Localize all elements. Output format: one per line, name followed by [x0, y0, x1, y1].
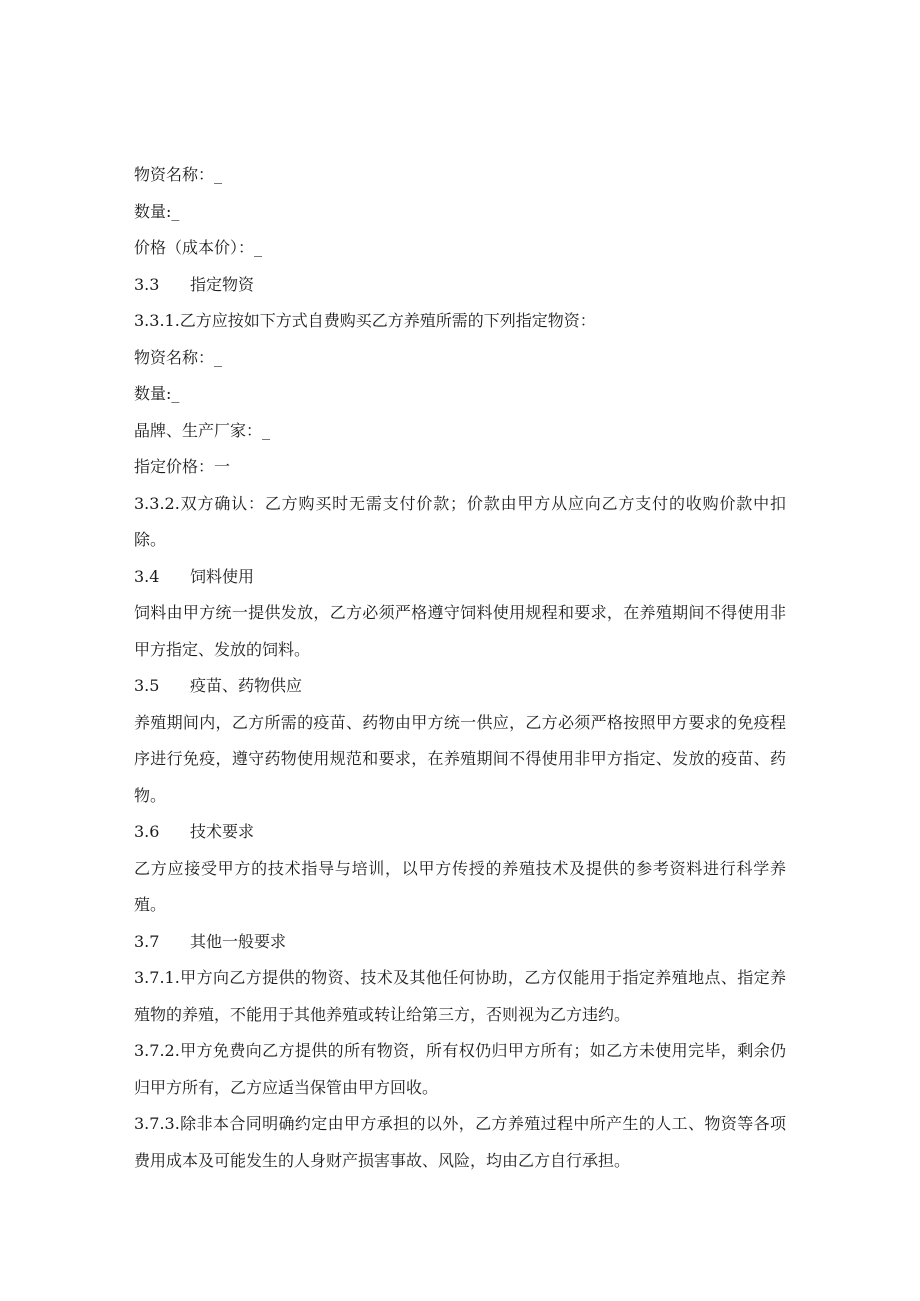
section-title: 技术要求	[190, 822, 255, 841]
section-number: 3.7	[134, 931, 160, 951]
section-3-4-heading	[134, 559, 786, 596]
item-name-line-2: 物资名称：_	[134, 347, 223, 367]
section-3-6-heading	[134, 814, 786, 851]
section-title: 指定物资	[190, 274, 255, 294]
clause-3-7-1: 3.7.1.甲方向乙方提供的物资、技术及其他任何协助，乙方仅能用于指定养殖地点、指定养殖物的养殖，不能用于其他养殖或转让给第三方，否则视为乙方违约。	[134, 968, 786, 1024]
quantity-line-1: 数量:_	[134, 201, 180, 221]
designated-price-line: 指定价格：一	[134, 457, 231, 476]
section-3-4-body: 饲料由甲方统一提供发放，乙方必须严格遵守饲料使用规程和要求，在养殖期间不得使用非甲方指定、发放的饲料。	[134, 603, 786, 659]
section-number: 3.4	[134, 566, 160, 586]
section-3-5-heading	[134, 668, 786, 705]
section-title: 疫苗、药物供应	[190, 676, 303, 695]
document-page	[134, 157, 786, 1179]
item-name-line-1: 物资名称：_	[134, 165, 223, 184]
quantity-line-2: 数量:_	[134, 384, 180, 403]
section-3-6-body: 乙方应接受甲方的技术指导与培训，以甲方传授的养殖技术及提供的参考资料进行科学养殖。	[134, 858, 786, 914]
clause-3-3-2: 3.3.2.双方确认：乙方购买时无需支付价款；价款由甲方从应向乙方支付的收购价款中扣除。	[134, 493, 786, 549]
price-cost-line: 价格（成本价）：_	[134, 238, 263, 257]
section-title: 其他一般要求	[190, 931, 287, 951]
brand-maker-line: 晶牌、生产厂家：_	[134, 420, 271, 440]
clause-3-7-3: 3.7.3.除非本合同明确约定由甲方承担的以外，乙方养殖过程中所产生的人工、物资等各项费用成本及可能发生的人身财产损害事故、风险，均由乙方自行承担。	[134, 1114, 786, 1170]
clause-3-3-1: 3.3.1.乙方应按如下方式自费购买乙方养殖所需的下列指定物资：	[134, 311, 596, 330]
section-3-5-body: 养殖期间内，乙方所需的疫苗、药物由甲方统一供应，乙方必须严格按照甲方要求的免疫程序进行免疫，遵守药物使用规范和要求，在养殖期间不得使用非甲方指定、发放的疫苗、药物。	[134, 712, 786, 805]
section-3-7-heading	[134, 924, 786, 961]
section-number: 3.6	[134, 822, 160, 841]
section-title: 饲料使用	[190, 566, 255, 586]
section-number: 3.3	[134, 274, 160, 294]
section-3-3-heading	[134, 267, 786, 304]
clause-3-7-2: 3.7.2.甲方免费向乙方提供的所有物资，所有权仍归甲方所有；如乙方未使用完毕，剩余仍归甲方所有，乙方应适当保管由甲方回收。	[134, 1041, 786, 1097]
section-number: 3.5	[134, 676, 160, 695]
